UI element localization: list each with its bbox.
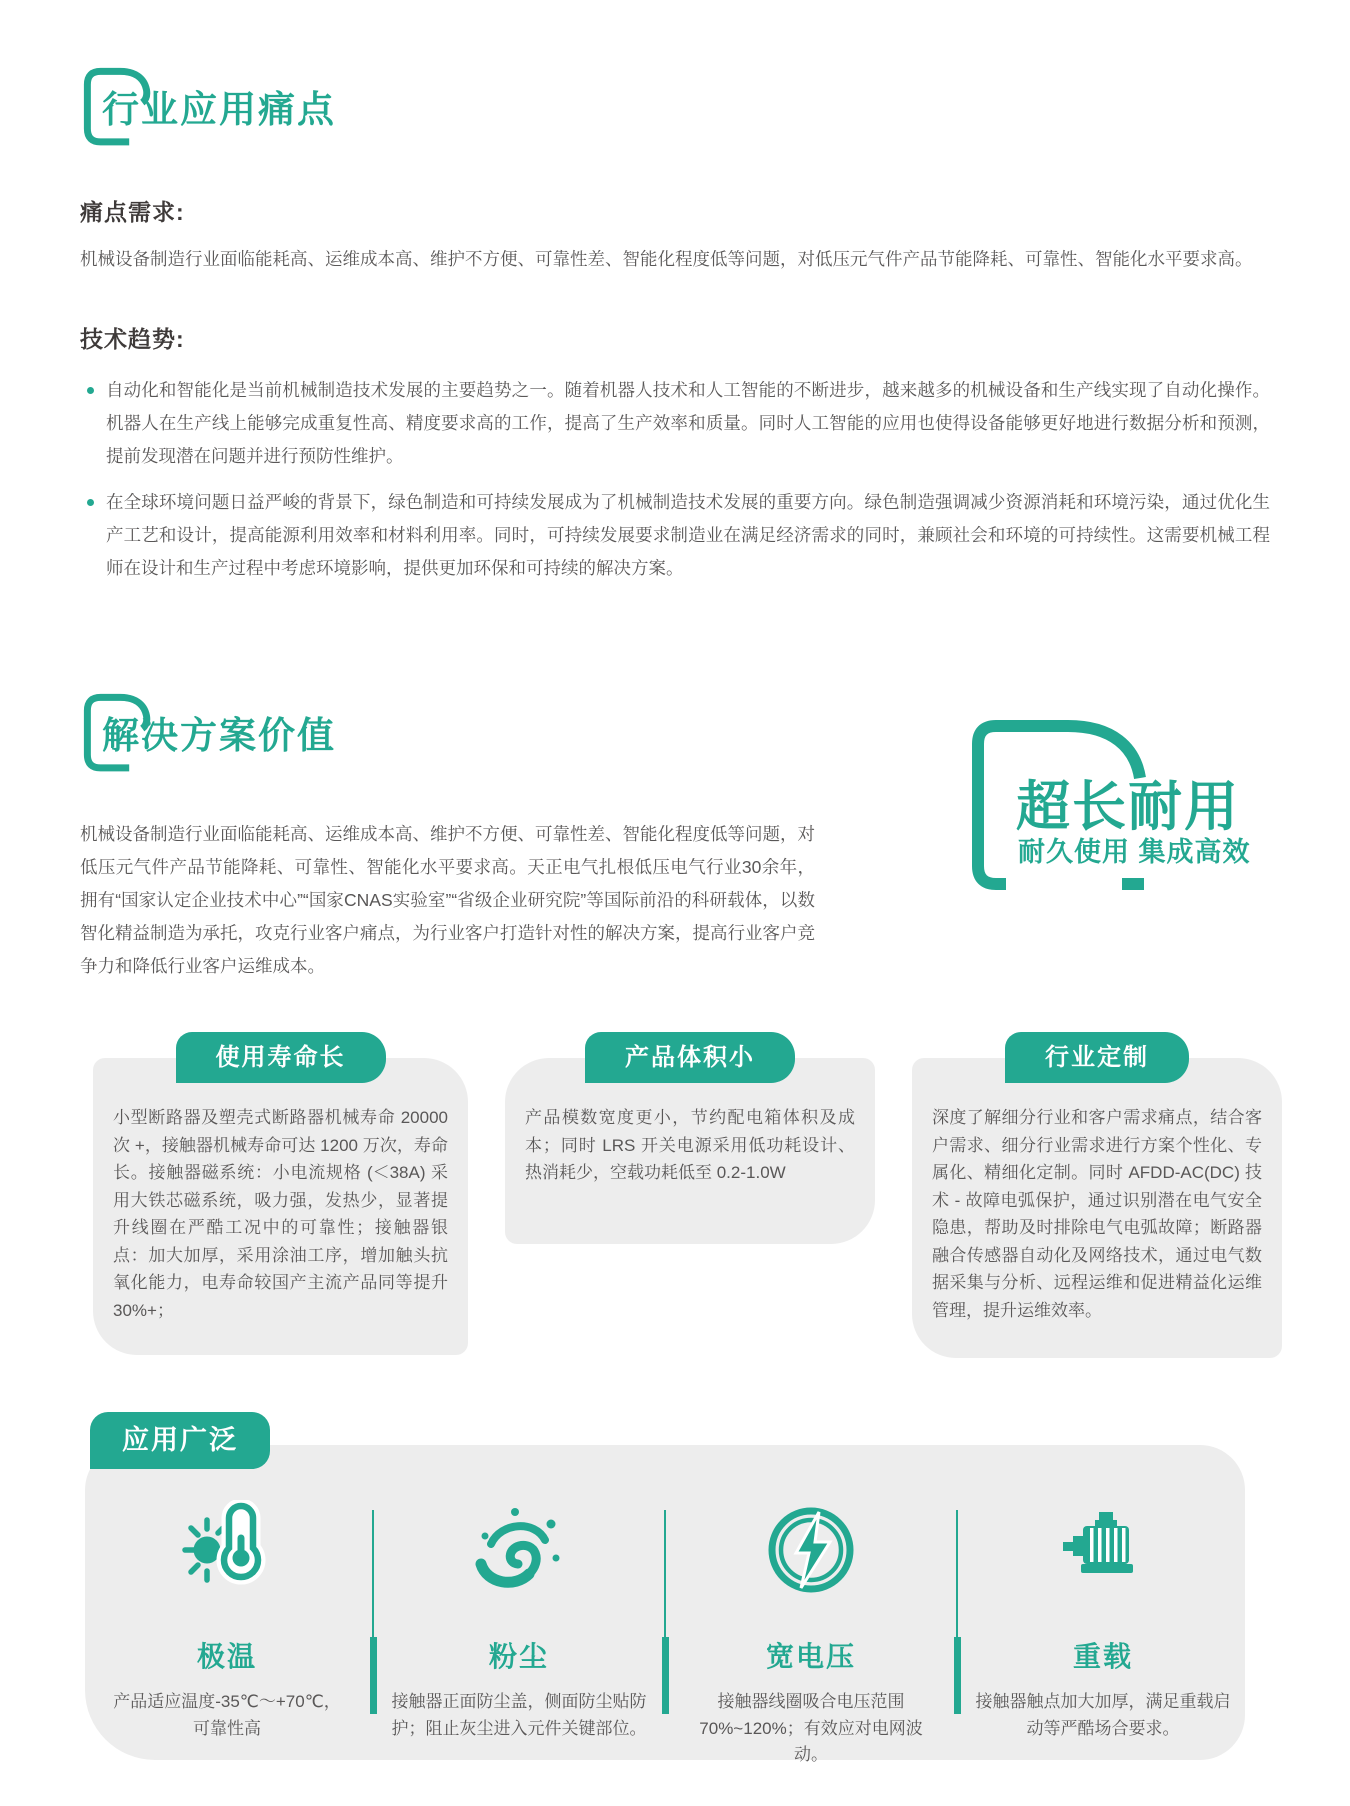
section-solution-value xyxy=(80,686,1270,983)
demand-heading: 痛点需求: xyxy=(80,199,185,225)
trend-item: 自动化和智能化是当前机械制造技术发展的主要趋势之一。随着机器人技术和人工智能的不断进步，越来越多的机械设备和生产线实现了自动化操作。机器人在生产线上能够完成重复性高、精度要求高的工作，提高了生产效率和质量。同时人工智能的应用也使得设备能够更好地进行数据分析和预测，提前发现潜在问题并进行预防性维护。 xyxy=(80,374,1270,473)
solution-left-column xyxy=(80,686,840,983)
section-pain-points xyxy=(0,0,1350,585)
app-title: 宽电压 xyxy=(765,1641,856,1672)
app-item-extreme-temperature xyxy=(85,1500,369,1760)
value-cards-row xyxy=(93,1044,1282,1358)
column-divider xyxy=(953,1510,961,1760)
app-title: 重载 xyxy=(1072,1641,1133,1672)
card-body: 产品模数宽度更小，节约配电箱体积及成本；同时 LRS 开关电源采用低功耗设计、热消耗少，空载功耗低至 0.2-1.0W xyxy=(525,1108,855,1182)
card-tab: 行业定制 xyxy=(1005,1032,1189,1083)
card-industry-custom xyxy=(912,1044,1282,1358)
trend-item: 在全球环境问题日益严峻的背景下，绿色制造和可持续发展成为了机械制造技术发展的重要方向。绿色制造强调减少资源消耗和环境污染，通过优化生产工艺和设计，提高能源利用效率和材料利用率。同时，可持续发展要求制造业在满足经济需求的同时，兼顾社会和环境的可持续性。这需要机械工程师在设计和生产过程中考虑环境影响，提供更加环保和可持续的解决方案。 xyxy=(80,486,1270,585)
durability-badge xyxy=(972,720,1251,895)
column-divider xyxy=(661,1510,669,1760)
app-desc: 接触器正面防尘盖，侧面防尘贴防护；阻止灰尘进入元件关键部位。 xyxy=(391,1692,647,1738)
badge-subtitle: 耐久使用 集成高效 xyxy=(1018,837,1251,867)
app-desc: 产品适应温度-35℃～+70℃，可靠性高 xyxy=(113,1692,341,1738)
badge-title: 超长耐用 xyxy=(1016,777,1240,837)
app-item-wide-voltage xyxy=(669,1500,953,1764)
app-title: 极温 xyxy=(196,1641,257,1672)
card-tab: 产品体积小 xyxy=(585,1032,795,1083)
page-title: 行业应用痛点 xyxy=(102,89,336,130)
card-body: 深度了解细分行业和客户需求痛点，结合客户需求、细分行业需求进行方案个性化、专属化、精细化定制。同时 AFDD-AC(DC) 技术 - 故障电弧保护，通过识别潜在电气安全隐患，帮助及时排除电气电弧故障；断路器融合传感器自动化及网络技术，通过电气数据采集与分析、远程运维和促进精益化运维管理，提升运维效率。 xyxy=(932,1108,1262,1320)
card-long-service-life xyxy=(93,1044,468,1355)
pain-points-header xyxy=(80,60,1270,152)
solution-value-header xyxy=(80,686,840,778)
dust-icon xyxy=(469,1500,569,1600)
extreme-temperature-icon xyxy=(177,1500,277,1600)
applications-row xyxy=(85,1445,1245,1764)
app-desc: 接触器线圈吸合电压范围70%~120%；有效应对电网波动。 xyxy=(699,1692,923,1764)
heavy-load-motor-icon xyxy=(1053,1500,1153,1600)
card-body: 小型断路器及塑壳式断路器机械寿命 20000 次 +，接触器机械寿命可达 1200 万次，寿命长。接触器磁系统：小电流规格 (＜38A) 采用大铁芯磁系统，吸力强，发热少，显著提升线圈在严酷工况中的可靠性；接触器银点：加大加厚，采用涂油工序，增加触头抗氧化能力，电寿命较国产主流产品同等提升 30%+； xyxy=(113,1108,448,1320)
app-item-dust xyxy=(377,1500,661,1760)
wide-voltage-icon xyxy=(761,1500,861,1600)
column-divider xyxy=(369,1510,377,1760)
app-item-heavy-load xyxy=(961,1500,1245,1760)
trend-heading: 技术趋势: xyxy=(80,326,185,352)
card-small-size xyxy=(505,1044,875,1244)
solution-value-text: 机械设备制造行业面临能耗高、运维成本高、维护不方便、可靠性差、智能化程度低等问题，对低压元气件产品节能降耗、可靠性、智能化水平要求高。天正电气扎根低压电气行业30余年，拥有“国家认定企业技术中心”“国家CNAS实验室”“省级企业研究院”等国际前沿的科研载体，以数智化精益制造为承托，攻克行业客户痛点，为行业客户打造针对性的解决方案，提高行业客户竞争力和降低行业客户运维成本。 xyxy=(80,824,815,976)
trend-list xyxy=(80,374,1270,585)
section-title: 解决方案价值 xyxy=(102,715,336,756)
demand-text: 机械设备制造行业面临能耗高、运维成本高、维护不方便、可靠性差、智能化程度低等问题，对低压元气件产品节能降耗、可靠性、智能化水平要求高。 xyxy=(80,249,1253,269)
app-desc: 接触器触点加大加厚，满足重载启动等严酷场合要求。 xyxy=(975,1692,1231,1738)
applications-tab: 应用广泛 xyxy=(90,1412,270,1469)
app-title: 粉尘 xyxy=(488,1641,549,1672)
applications-panel xyxy=(85,1425,1245,1764)
card-tab: 使用寿命长 xyxy=(176,1032,386,1083)
